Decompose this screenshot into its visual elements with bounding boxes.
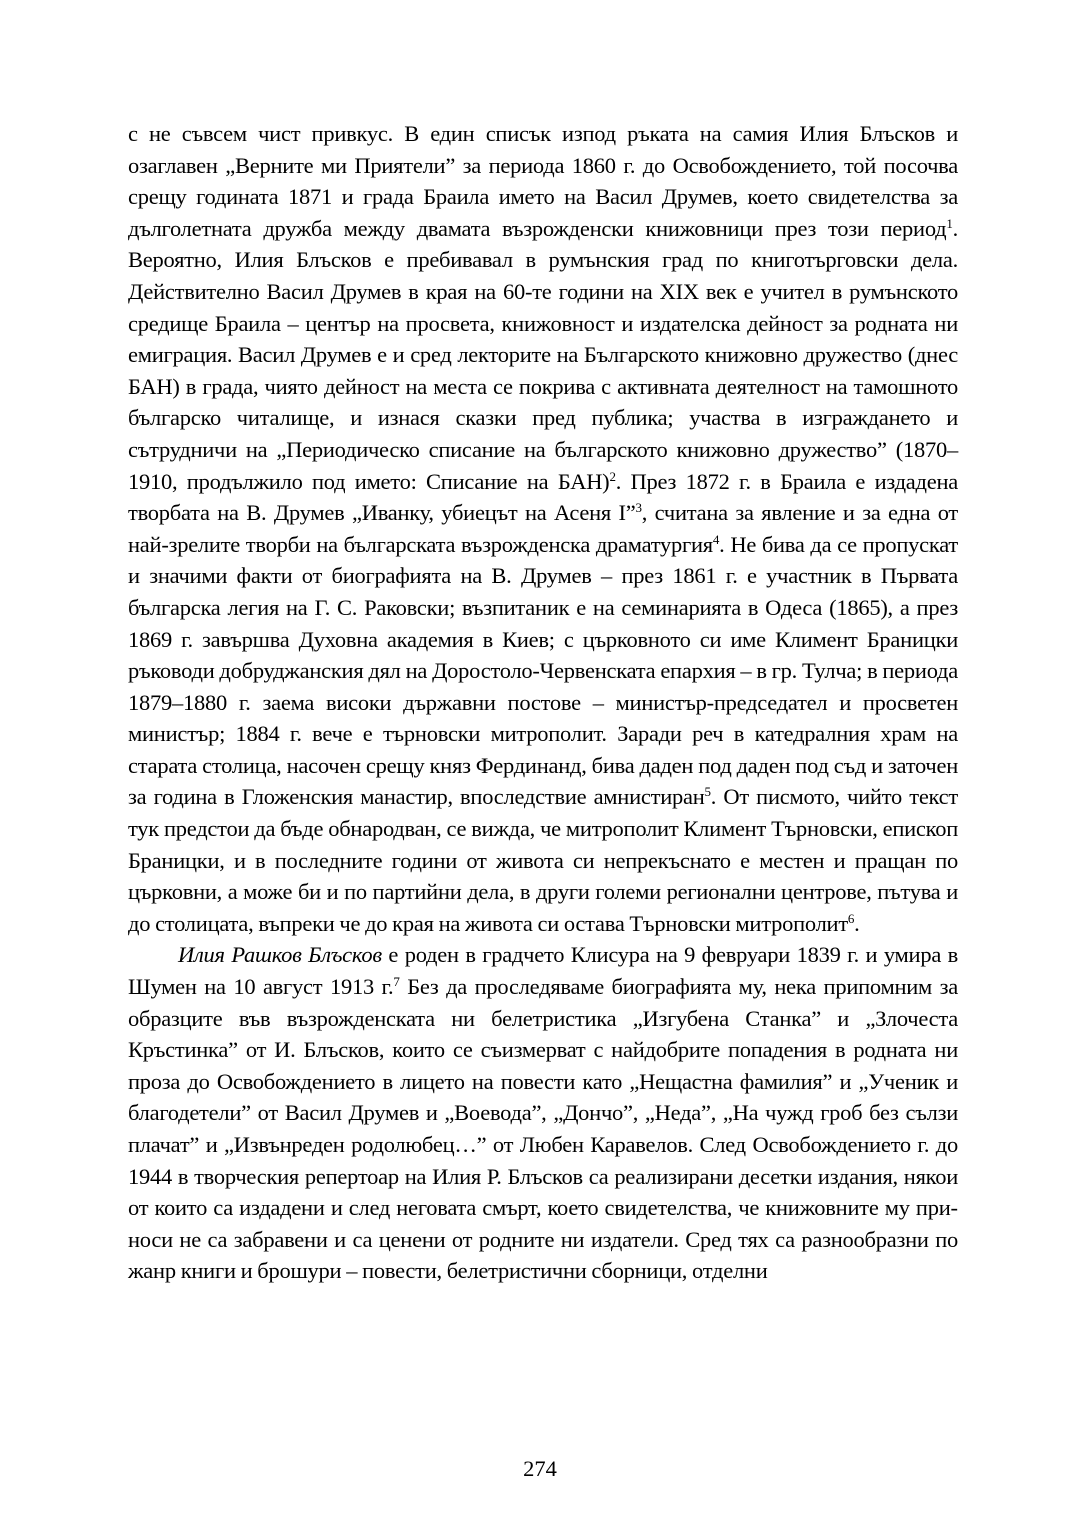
text-span: е роден в градчето Клисура на 9 февруари 1839 г. и умира в Шумен на 10 август 1913 г. [128,942,958,1000]
footnote-ref-4: 4 [712,531,720,547]
text-span: . [854,910,860,936]
text-span: . През 1872 г. в Браила е издадена творбата на В. Друмев „Иванку, убиецът на Асеня I” [128,468,958,526]
person-name-italic: Илия Рашков Блъсков [178,942,382,968]
text-span: . Не бива да се пропускат и значими факти от биографията на В. Друмев – през 1861 г. е участник в Първата българска легия на Г. С. Раковски; възпитаник е на семинарията в Одеса (1865), а през 1869 г. завършва Духовна академия в Киев; с църковното си име Климент Браницки ръководи добруджанския дял на Доростоло-Червенската епархия – в гр. Тулча; в периода 1879–1880 г. заема високи държавни постове – министър-председател и просветен министър; 1884 г. вече е търновски митрополит. Заради реч в катедралния храм на старата столица, насочен срещу княз Фердинанд, бива даден под даден под съд и заточен за година в Гложенския манастир, впоследствие амнистиран [128,531,958,810]
text-span: . От писмото, чийто текст тук предстои да бъде обнародван, се вижда, че митрополит Климент Търновски, епископ Браницки, и в последните години от живота си непрекъснато е местен и пращан по църковни, а може би и по партийни дела, в други големи регионални центрове, пътува и до столицата, въпреки че до края на живота си остава Търновски митрополит [128,784,958,936]
footnote-ref-2: 2 [609,468,616,484]
footnote-ref-1: 1 [946,215,953,231]
text-span: Без да проследяваме биографията му, нека припомним за образците във възрожденската ни белетристика „Изгубена Станка” и „Злочеста Кръстинка” от И. Блъсков, които се съизмерват с найдобрите попадения в родната ни проза до Освобождението в лицето на повести като „Нещастна фамилия” и „Ученик и благодетели” от Васил Друмев и „Воевода”, „Дончо”, „Неда”, „На чужд гроб без сълзи плачат” и „Извънреден родолюбец…” от Любен Каравелов. След Освобождението г. до 1944 в творческия репертоар на Илия Р. Блъсков са реализирани десетки издания, някои от които са издадени и след неговата смърт, което свидетелства, че книжовните му приноси не са забравени и са ценени от родните ни издатели. Сред тях са разнообразни по жанр книги и брошури – повести, белетристични сборници, отделни [128,974,958,1284]
footnote-ref-7: 7 [393,974,400,990]
text-span: . Вероятно, Илия Блъсков е пребивавал в румънския град по книготърговски дела. Действително Васил Друмев в края на 60-те години на XIX век е учител в румънското средище Браила – център на просвета, книжовност и издателска дейност за родната ни емиграция. Васил Друмев е и сред лекторите на Българското книжовно дружество (днес БАН) в града, чиято дейност на места се покрива с активната деятелност на тамошното българско читалище, и изнася сказки пред публика; участва в изграждането и сътрудничи на „Периодическо списание на българското книжовно дружество” (1870–1910, продължило под името: Списание на БАН) [128,215,958,494]
footnote-ref-5: 5 [704,784,711,800]
paragraph-2 [128,939,958,1287]
body-text [128,118,958,1287]
footnote-ref-6: 6 [847,910,855,926]
text-span: с не съвсем чист привкус. В един списък изпод ръката на самия Илия Блъсков и озаглавен „Верните ми Приятели” за периода 1860 г. до Освобождението, той посочва срещу годината 1871 и града Браила името на Васил Друмев, което свидетелства за дълголетната дружба между двамата възрожденски книжовници през този период [128,121,958,241]
text-span: , считана за явление и за една от най-зрелите творби на българската възрожденска драматургия [128,500,958,557]
footnote-ref-3: 3 [635,500,642,516]
paragraph-1 [128,118,958,939]
page-number: 274 [523,1456,557,1481]
